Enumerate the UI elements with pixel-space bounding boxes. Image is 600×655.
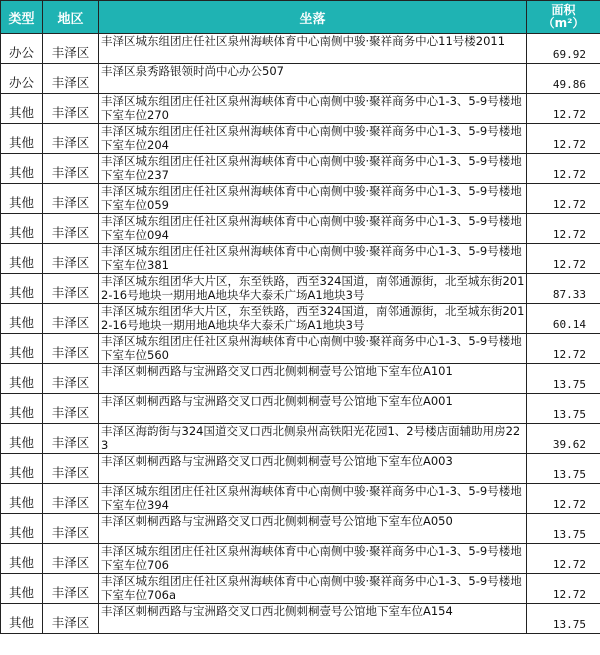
cell-type: 其他: [1, 94, 43, 124]
table-row: [1, 214, 600, 244]
cell-location: 丰泽区刺桐西路与宝洲路交叉口西北侧刺桐壹号公馆地下室车位A001: [99, 394, 527, 424]
table-row: [1, 544, 600, 574]
cell-region: 丰泽区: [43, 574, 99, 604]
table-row: [1, 64, 600, 94]
cell-region: 丰泽区: [43, 124, 99, 154]
cell-type: 其他: [1, 604, 43, 634]
cell-type: 其他: [1, 574, 43, 604]
table-row: [1, 334, 600, 364]
cell-location: 丰泽区城东组团庄任社区泉州海峡体育中心南侧中骏·聚祥商务中心1-3、5-9号楼地下室车位204: [99, 124, 527, 154]
cell-area: 87.33: [527, 274, 600, 304]
table-header: [1, 1, 600, 34]
cell-area: 12.72: [527, 574, 600, 604]
cell-area: 13.75: [527, 364, 600, 394]
table-row: [1, 124, 600, 154]
cell-type: 其他: [1, 454, 43, 484]
cell-region: 丰泽区: [43, 34, 99, 64]
cell-area: 12.72: [527, 94, 600, 124]
cell-area: 12.72: [527, 544, 600, 574]
table-row: [1, 514, 600, 544]
cell-location: 丰泽区城东组团庄任社区泉州海峡体育中心南侧中骏·聚祥商务中心11号楼2011: [99, 34, 527, 64]
cell-area: 12.72: [527, 334, 600, 364]
cell-area: 69.92: [527, 34, 600, 64]
table-row: [1, 484, 600, 514]
cell-region: 丰泽区: [43, 154, 99, 184]
cell-location: 丰泽区城东组团华大片区，东至铁路，西至324国道，南邻通源街，北至城东街2012-16号地块一期用地A地块华大泰禾广场A1地块3号: [99, 274, 527, 304]
table-row: [1, 94, 600, 124]
cell-location: 丰泽区城东组团庄任社区泉州海峡体育中心南侧中骏·聚祥商务中心1-3、5-9号楼地下室车位706a: [99, 574, 527, 604]
table-row: [1, 34, 600, 64]
cell-type: 其他: [1, 484, 43, 514]
table-row: [1, 424, 600, 454]
cell-area: 12.72: [527, 184, 600, 214]
header-region: 地区: [43, 1, 99, 34]
cell-region: 丰泽区: [43, 394, 99, 424]
cell-location: 丰泽区刺桐西路与宝洲路交叉口西北侧刺桐壹号公馆地下室车位A003: [99, 454, 527, 484]
cell-area: 12.72: [527, 154, 600, 184]
table-body: [1, 34, 600, 634]
cell-location: 丰泽区海韵街与324国道交叉口西北侧泉州高铁阳光花园1、2号楼店面辅助用房223: [99, 424, 527, 454]
cell-type: 其他: [1, 364, 43, 394]
table-row: [1, 184, 600, 214]
table-row: [1, 154, 600, 184]
cell-type: 办公: [1, 34, 43, 64]
cell-location: 丰泽区城东组团庄任社区泉州海峡体育中心南侧中骏·聚祥商务中心1-3、5-9号楼地下室车位394: [99, 484, 527, 514]
table-row: [1, 454, 600, 484]
table-row: [1, 364, 600, 394]
cell-location: 丰泽区城东组团庄任社区泉州海峡体育中心南侧中骏·聚祥商务中心1-3、5-9号楼地下室车位237: [99, 154, 527, 184]
table-row: [1, 574, 600, 604]
table-row: [1, 604, 600, 634]
cell-type: 其他: [1, 394, 43, 424]
cell-location: 丰泽区城东组团庄任社区泉州海峡体育中心南侧中骏·聚祥商务中心1-3、5-9号楼地下室车位560: [99, 334, 527, 364]
cell-area: 13.75: [527, 514, 600, 544]
cell-location: 丰泽区城东组团华大片区，东至铁路，西至324国道，南邻通源街，北至城东街2012-16号地块一期用地A地块华大泰禾广场A1地块3号: [99, 304, 527, 334]
cell-region: 丰泽区: [43, 244, 99, 274]
cell-type: 其他: [1, 184, 43, 214]
cell-type: 办公: [1, 64, 43, 94]
cell-location: 丰泽区城东组团庄任社区泉州海峡体育中心南侧中骏·聚祥商务中心1-3、5-9号楼地下室车位270: [99, 94, 527, 124]
table-row: [1, 274, 600, 304]
cell-location: 丰泽区城东组团庄任社区泉州海峡体育中心南侧中骏·聚祥商务中心1-3、5-9号楼地下室车位381: [99, 244, 527, 274]
cell-location: 丰泽区泉秀路银领时尚中心办公507: [99, 64, 527, 94]
cell-location: 丰泽区城东组团庄任社区泉州海峡体育中心南侧中骏·聚祥商务中心1-3、5-9号楼地下室车位094: [99, 214, 527, 244]
header-type: 类型: [1, 1, 43, 34]
cell-location: 丰泽区刺桐西路与宝洲路交叉口西北侧刺桐壹号公馆地下室车位A050: [99, 514, 527, 544]
cell-region: 丰泽区: [43, 304, 99, 334]
header-location: 坐落: [99, 1, 527, 34]
cell-type: 其他: [1, 244, 43, 274]
cell-location: 丰泽区城东组团庄任社区泉州海峡体育中心南侧中骏·聚祥商务中心1-3、5-9号楼地下室车位706: [99, 544, 527, 574]
cell-location: 丰泽区刺桐西路与宝洲路交叉口西北侧刺桐壹号公馆地下室车位A154: [99, 604, 527, 634]
cell-type: 其他: [1, 334, 43, 364]
cell-region: 丰泽区: [43, 364, 99, 394]
cell-area: 49.86: [527, 64, 600, 94]
cell-type: 其他: [1, 154, 43, 184]
cell-type: 其他: [1, 304, 43, 334]
cell-location: 丰泽区城东组团庄任社区泉州海峡体育中心南侧中骏·聚祥商务中心1-3、5-9号楼地下室车位059: [99, 184, 527, 214]
table-row: [1, 244, 600, 274]
cell-area: 60.14: [527, 304, 600, 334]
cell-type: 其他: [1, 124, 43, 154]
table-row: [1, 394, 600, 424]
cell-region: 丰泽区: [43, 214, 99, 244]
cell-region: 丰泽区: [43, 484, 99, 514]
cell-area: 13.75: [527, 454, 600, 484]
cell-region: 丰泽区: [43, 94, 99, 124]
cell-area: 12.72: [527, 214, 600, 244]
cell-type: 其他: [1, 274, 43, 304]
cell-type: 其他: [1, 514, 43, 544]
cell-area: 12.72: [527, 484, 600, 514]
cell-area: 12.72: [527, 124, 600, 154]
cell-region: 丰泽区: [43, 514, 99, 544]
cell-region: 丰泽区: [43, 604, 99, 634]
cell-type: 其他: [1, 214, 43, 244]
cell-area: 12.72: [527, 244, 600, 274]
cell-region: 丰泽区: [43, 334, 99, 364]
cell-area: 13.75: [527, 604, 600, 634]
cell-region: 丰泽区: [43, 424, 99, 454]
table-row: [1, 304, 600, 334]
cell-region: 丰泽区: [43, 184, 99, 214]
cell-area: 39.62: [527, 424, 600, 454]
cell-region: 丰泽区: [43, 454, 99, 484]
cell-region: 丰泽区: [43, 64, 99, 94]
cell-type: 其他: [1, 544, 43, 574]
header-area-label: 面积: [551, 3, 576, 17]
header-area: [527, 1, 600, 34]
cell-type: 其他: [1, 424, 43, 454]
cell-area: 13.75: [527, 394, 600, 424]
cell-region: 丰泽区: [43, 544, 99, 574]
cell-location: 丰泽区刺桐西路与宝洲路交叉口西北侧刺桐壹号公馆地下室车位A101: [99, 364, 527, 394]
header-area-unit: （m²）: [542, 16, 585, 30]
cell-region: 丰泽区: [43, 274, 99, 304]
